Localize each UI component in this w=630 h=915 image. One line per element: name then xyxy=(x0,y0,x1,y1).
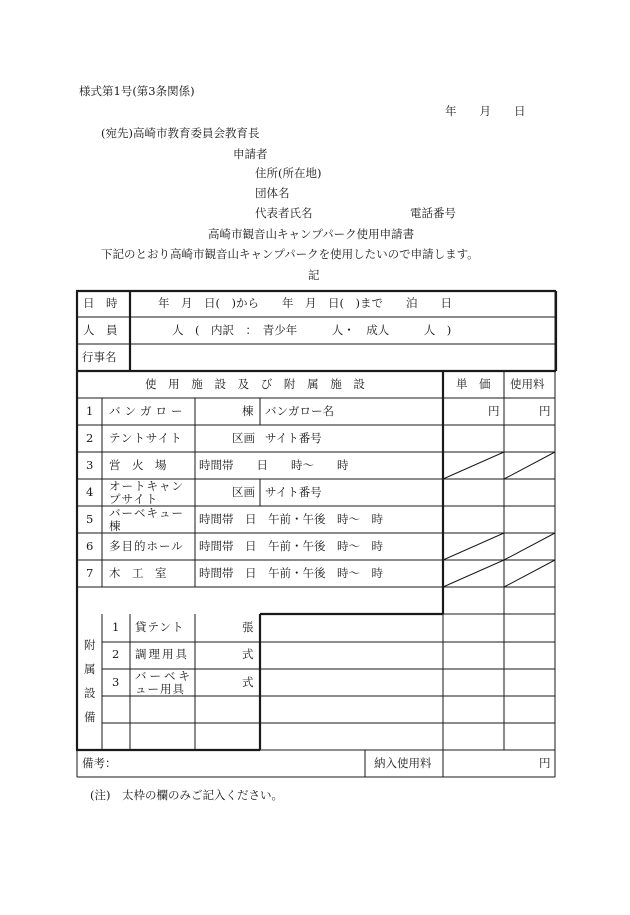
yen-label: 円 xyxy=(539,404,551,418)
people-field[interactable]: 人 ( 内訳 ： 青少年 人・ 成人 人 ) xyxy=(172,323,452,337)
payment-label: 納入使用料 xyxy=(374,756,432,770)
datetime-field[interactable]: 年 月 日( )から 年 月 日( )まで 泊 日 xyxy=(158,296,452,310)
facility-detail[interactable]: サイト番号 xyxy=(265,431,322,445)
address-label: 住所(所在地) xyxy=(255,166,322,180)
unit-label: 張 xyxy=(242,620,254,634)
facility-woodwork-room: 木 工 室 xyxy=(109,566,167,580)
row-number: 1 xyxy=(86,404,94,418)
equipment-label-char: 備 xyxy=(84,710,96,724)
equipment-bbq-line2: ュー用具 xyxy=(135,682,185,696)
intro-text: 下記のとおり高崎市観音山キャンプパークを使用したいので申請します。 xyxy=(101,247,479,261)
facility-detail[interactable]: サイト番号 xyxy=(265,485,322,499)
datetime-label: 日 時 xyxy=(83,296,118,310)
phone-label: 電話番号 xyxy=(410,206,456,220)
facility-detail[interactable]: 時間帯 日 午前・午後 時～ 時 xyxy=(199,512,383,526)
row-number: 7 xyxy=(86,566,94,580)
unit-label: 式 xyxy=(242,675,254,689)
applicant-label: 申請者 xyxy=(233,147,268,161)
facility-auto-camp-line2: プサイト xyxy=(109,492,159,506)
unit-label: 式 xyxy=(242,647,254,661)
equipment-cookware: 調理用具 xyxy=(135,647,189,661)
date-line: 年 月 日 xyxy=(445,104,526,118)
equipment-label-char: 附 xyxy=(84,638,96,652)
row-number: 5 xyxy=(86,512,94,526)
remarks-label: 備考： xyxy=(82,756,117,770)
row-number: 3 xyxy=(112,675,120,689)
ki-mark: 記 xyxy=(308,268,320,282)
row-number: 6 xyxy=(86,539,94,553)
addressee: (宛先)高崎市教育委員会教育長 xyxy=(101,126,260,140)
yen-label: 円 xyxy=(488,404,500,418)
representative-label: 代表者氏名 xyxy=(255,206,313,220)
facility-detail[interactable]: バンガロー名 xyxy=(265,404,334,418)
group-label: 団体名 xyxy=(255,186,290,200)
row-number: 3 xyxy=(86,458,94,472)
equipment-label-char: 設 xyxy=(84,686,96,700)
facility-multipurpose-hall: 多目的ホール xyxy=(109,539,184,553)
event-label: 行事名 xyxy=(82,350,117,364)
equipment-bbq-line1: バーベキ xyxy=(135,669,193,683)
facility-tent-site: テントサイト xyxy=(109,431,183,445)
unit-label: 区画 xyxy=(232,485,255,499)
facility-bungalow: バンガロー xyxy=(109,404,187,418)
facility-detail[interactable]: 時間帯 日 午前・午後 時～ 時 xyxy=(199,566,383,580)
facility-auto-camp-line1: オートキャン xyxy=(109,479,184,493)
facility-detail[interactable]: 時間帯 日 時～ 時 xyxy=(199,458,349,472)
equipment-rental-tent: 貸テント xyxy=(135,620,185,634)
people-label: 人 員 xyxy=(83,323,118,337)
facility-campfire: 営 火 場 xyxy=(109,458,167,472)
facilities-header: 使 用 施 設 及 び 附 属 施 設 xyxy=(145,377,369,391)
facility-bbq-line1: バーベキュー xyxy=(109,506,184,520)
row-number: 1 xyxy=(112,620,120,634)
event-field[interactable] xyxy=(140,352,540,368)
row-number: 2 xyxy=(86,431,94,445)
row-number: 2 xyxy=(112,647,120,661)
facility-bbq-line2: 棟 xyxy=(109,519,121,533)
unit-price-header: 単 価 xyxy=(456,377,491,391)
unit-label: 区画 xyxy=(232,431,255,445)
form-number: 様式第1号(第3条関係) xyxy=(79,84,195,98)
payment-yen: 円 xyxy=(539,756,551,770)
form-title: 高崎市観音山キャンプパーク使用申請書 xyxy=(208,227,415,241)
note-text: (注) 太枠の欄のみご記入ください。 xyxy=(90,788,283,802)
fee-header: 使用料 xyxy=(510,377,545,391)
row-number: 4 xyxy=(86,485,94,499)
equipment-label-char: 属 xyxy=(84,662,96,676)
unit-label: 棟 xyxy=(242,404,254,418)
facility-detail[interactable]: 時間帯 日 午前・午後 時～ 時 xyxy=(199,539,383,553)
